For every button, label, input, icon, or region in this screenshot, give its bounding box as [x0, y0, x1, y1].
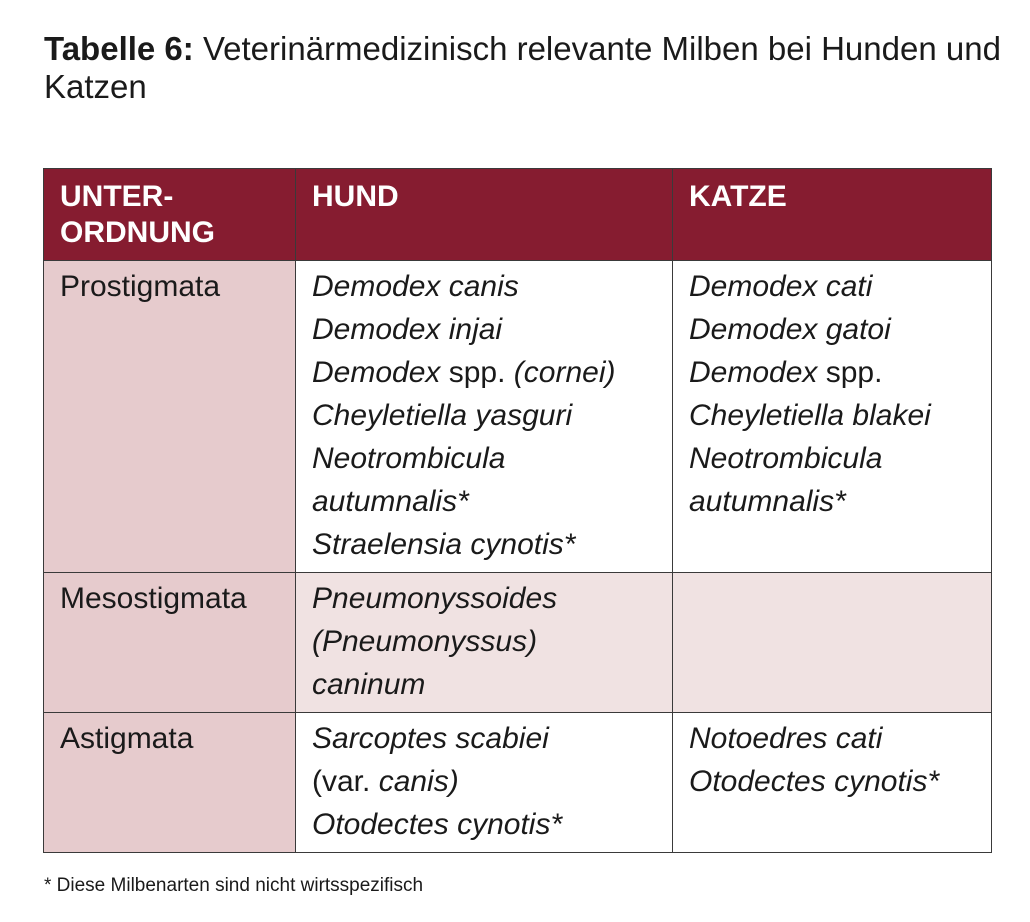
species-text: Demodex canis: [312, 270, 519, 303]
header-hund: [296, 169, 673, 261]
species-text: Straelensia cynotis*: [312, 528, 576, 561]
table-row: [44, 713, 992, 853]
katze-species-cell: [673, 713, 992, 853]
hund-species-cell: [296, 713, 673, 853]
species-text: Neotrombicula: [689, 442, 883, 475]
species-line: [689, 480, 975, 523]
hund-species-cell: [296, 573, 673, 713]
species-line: [689, 351, 975, 394]
species-text: Pneumonyssoides: [312, 582, 558, 615]
suborder-cell: [44, 713, 296, 853]
species-line: [689, 394, 975, 437]
species-text: Cheyletiella blakei: [689, 399, 931, 432]
species-text: caninum: [312, 668, 426, 701]
footnote: * Diese Milbenarten sind nicht wirtsspezifisch: [44, 875, 424, 896]
header-hund-text: HUND: [312, 180, 399, 213]
species-text: autumnalis*: [312, 485, 469, 518]
species-text: Neotrombicula: [312, 442, 506, 475]
species-text: (Pneumonyssus): [312, 625, 538, 658]
species-line: [689, 265, 975, 308]
species-line: [312, 663, 656, 706]
species-text: Demodex gatoi: [689, 313, 891, 346]
header-katze-text: KATZE: [689, 180, 787, 213]
species-line: [312, 351, 656, 394]
table-title-text: Veterinärmedizinisch relevante Milben bei Hunden und Katzen: [44, 30, 1001, 105]
species-line: [312, 523, 656, 566]
species-line: [312, 577, 656, 620]
header-row: [44, 169, 992, 261]
species-text: Sarcoptes scabiei: [312, 722, 549, 755]
katze-species-cell: [673, 573, 992, 713]
species-line: [312, 480, 656, 523]
table-row: [44, 261, 992, 573]
mites-table: [43, 168, 992, 853]
species-text: Notoedres cati: [689, 722, 883, 755]
species-line: [689, 717, 975, 760]
species-line: [689, 437, 975, 480]
suborder-label: Mesostigmata: [60, 582, 247, 615]
table-title: [44, 30, 1004, 106]
species-line: [312, 308, 656, 351]
species-text: spp.: [817, 356, 883, 389]
species-text: Otodectes cynotis*: [689, 765, 940, 798]
species-text: Demodex: [689, 356, 818, 389]
suborder-label: Prostigmata: [60, 270, 221, 303]
katze-species-cell: [673, 261, 992, 573]
species-line: [312, 717, 656, 760]
header-suborder: [44, 169, 296, 261]
species-line: [312, 437, 656, 480]
species-text: canis): [378, 765, 459, 798]
species-text: Demodex cati: [689, 270, 873, 303]
species-line: [689, 760, 975, 803]
species-text: Otodectes cynotis*: [312, 808, 563, 841]
species-line: [689, 308, 975, 351]
species-line: [312, 760, 656, 803]
table-title-label: Tabelle 6:: [44, 30, 194, 67]
suborder-label: Astigmata: [60, 722, 194, 755]
table-row: [44, 573, 992, 713]
suborder-cell: [44, 573, 296, 713]
header-suborder-text: UNTER- ORDNUNG: [60, 180, 215, 249]
species-text: Demodex: [312, 356, 441, 389]
species-text: Cheyletiella yasguri: [312, 399, 573, 432]
species-line: [312, 620, 656, 663]
species-text: Demodex injai: [312, 313, 503, 346]
species-line: [312, 803, 656, 846]
species-text: spp.: [440, 356, 514, 389]
hund-species-cell: [296, 261, 673, 573]
suborder-cell: [44, 261, 296, 573]
species-text: autumnalis*: [689, 485, 846, 518]
species-text: (var.: [312, 765, 379, 798]
species-text: (cornei): [513, 356, 616, 389]
species-line: [312, 265, 656, 308]
header-katze: [673, 169, 992, 261]
species-line: [312, 394, 656, 437]
